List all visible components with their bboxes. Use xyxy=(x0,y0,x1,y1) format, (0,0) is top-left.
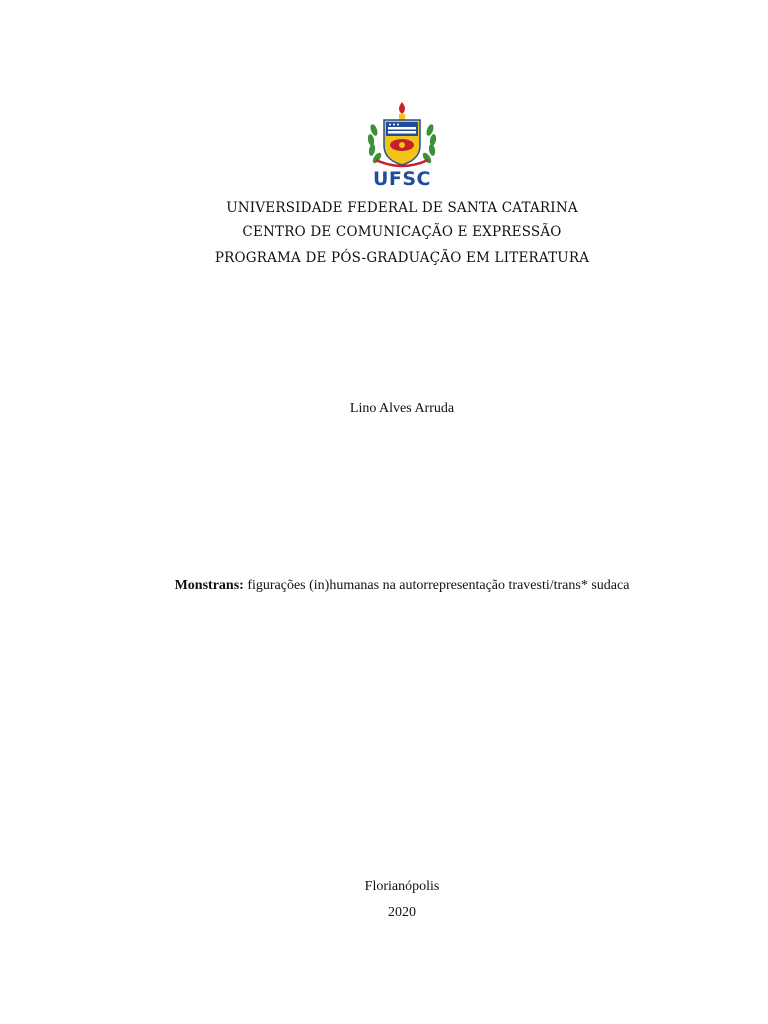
thesis-title-bold: Monstrans: xyxy=(174,578,244,593)
author-name: Lino Alves Arruda xyxy=(349,401,455,416)
thesis-title xyxy=(0,577,768,595)
program-name: PROGRAMA DE PÓS-GRADUAÇÃO EM LITERATURA xyxy=(214,250,590,266)
university-name: UNIVERSIDADE FEDERAL DE SANTA CATARINA xyxy=(226,200,578,216)
ufsc-crest-icon xyxy=(362,100,442,170)
ufsc-logo-text: UFSC xyxy=(372,168,432,190)
center-name: CENTRO DE COMUNICAÇÃO E EXPRESSÃO xyxy=(242,224,562,240)
city: Florianópolis xyxy=(364,879,440,894)
thesis-title-rest: figurações (in)humanas na autorrepresentação travesti/trans* sudaca xyxy=(243,578,630,593)
year: 2020 xyxy=(388,905,416,920)
ufsc-logo xyxy=(362,100,442,192)
